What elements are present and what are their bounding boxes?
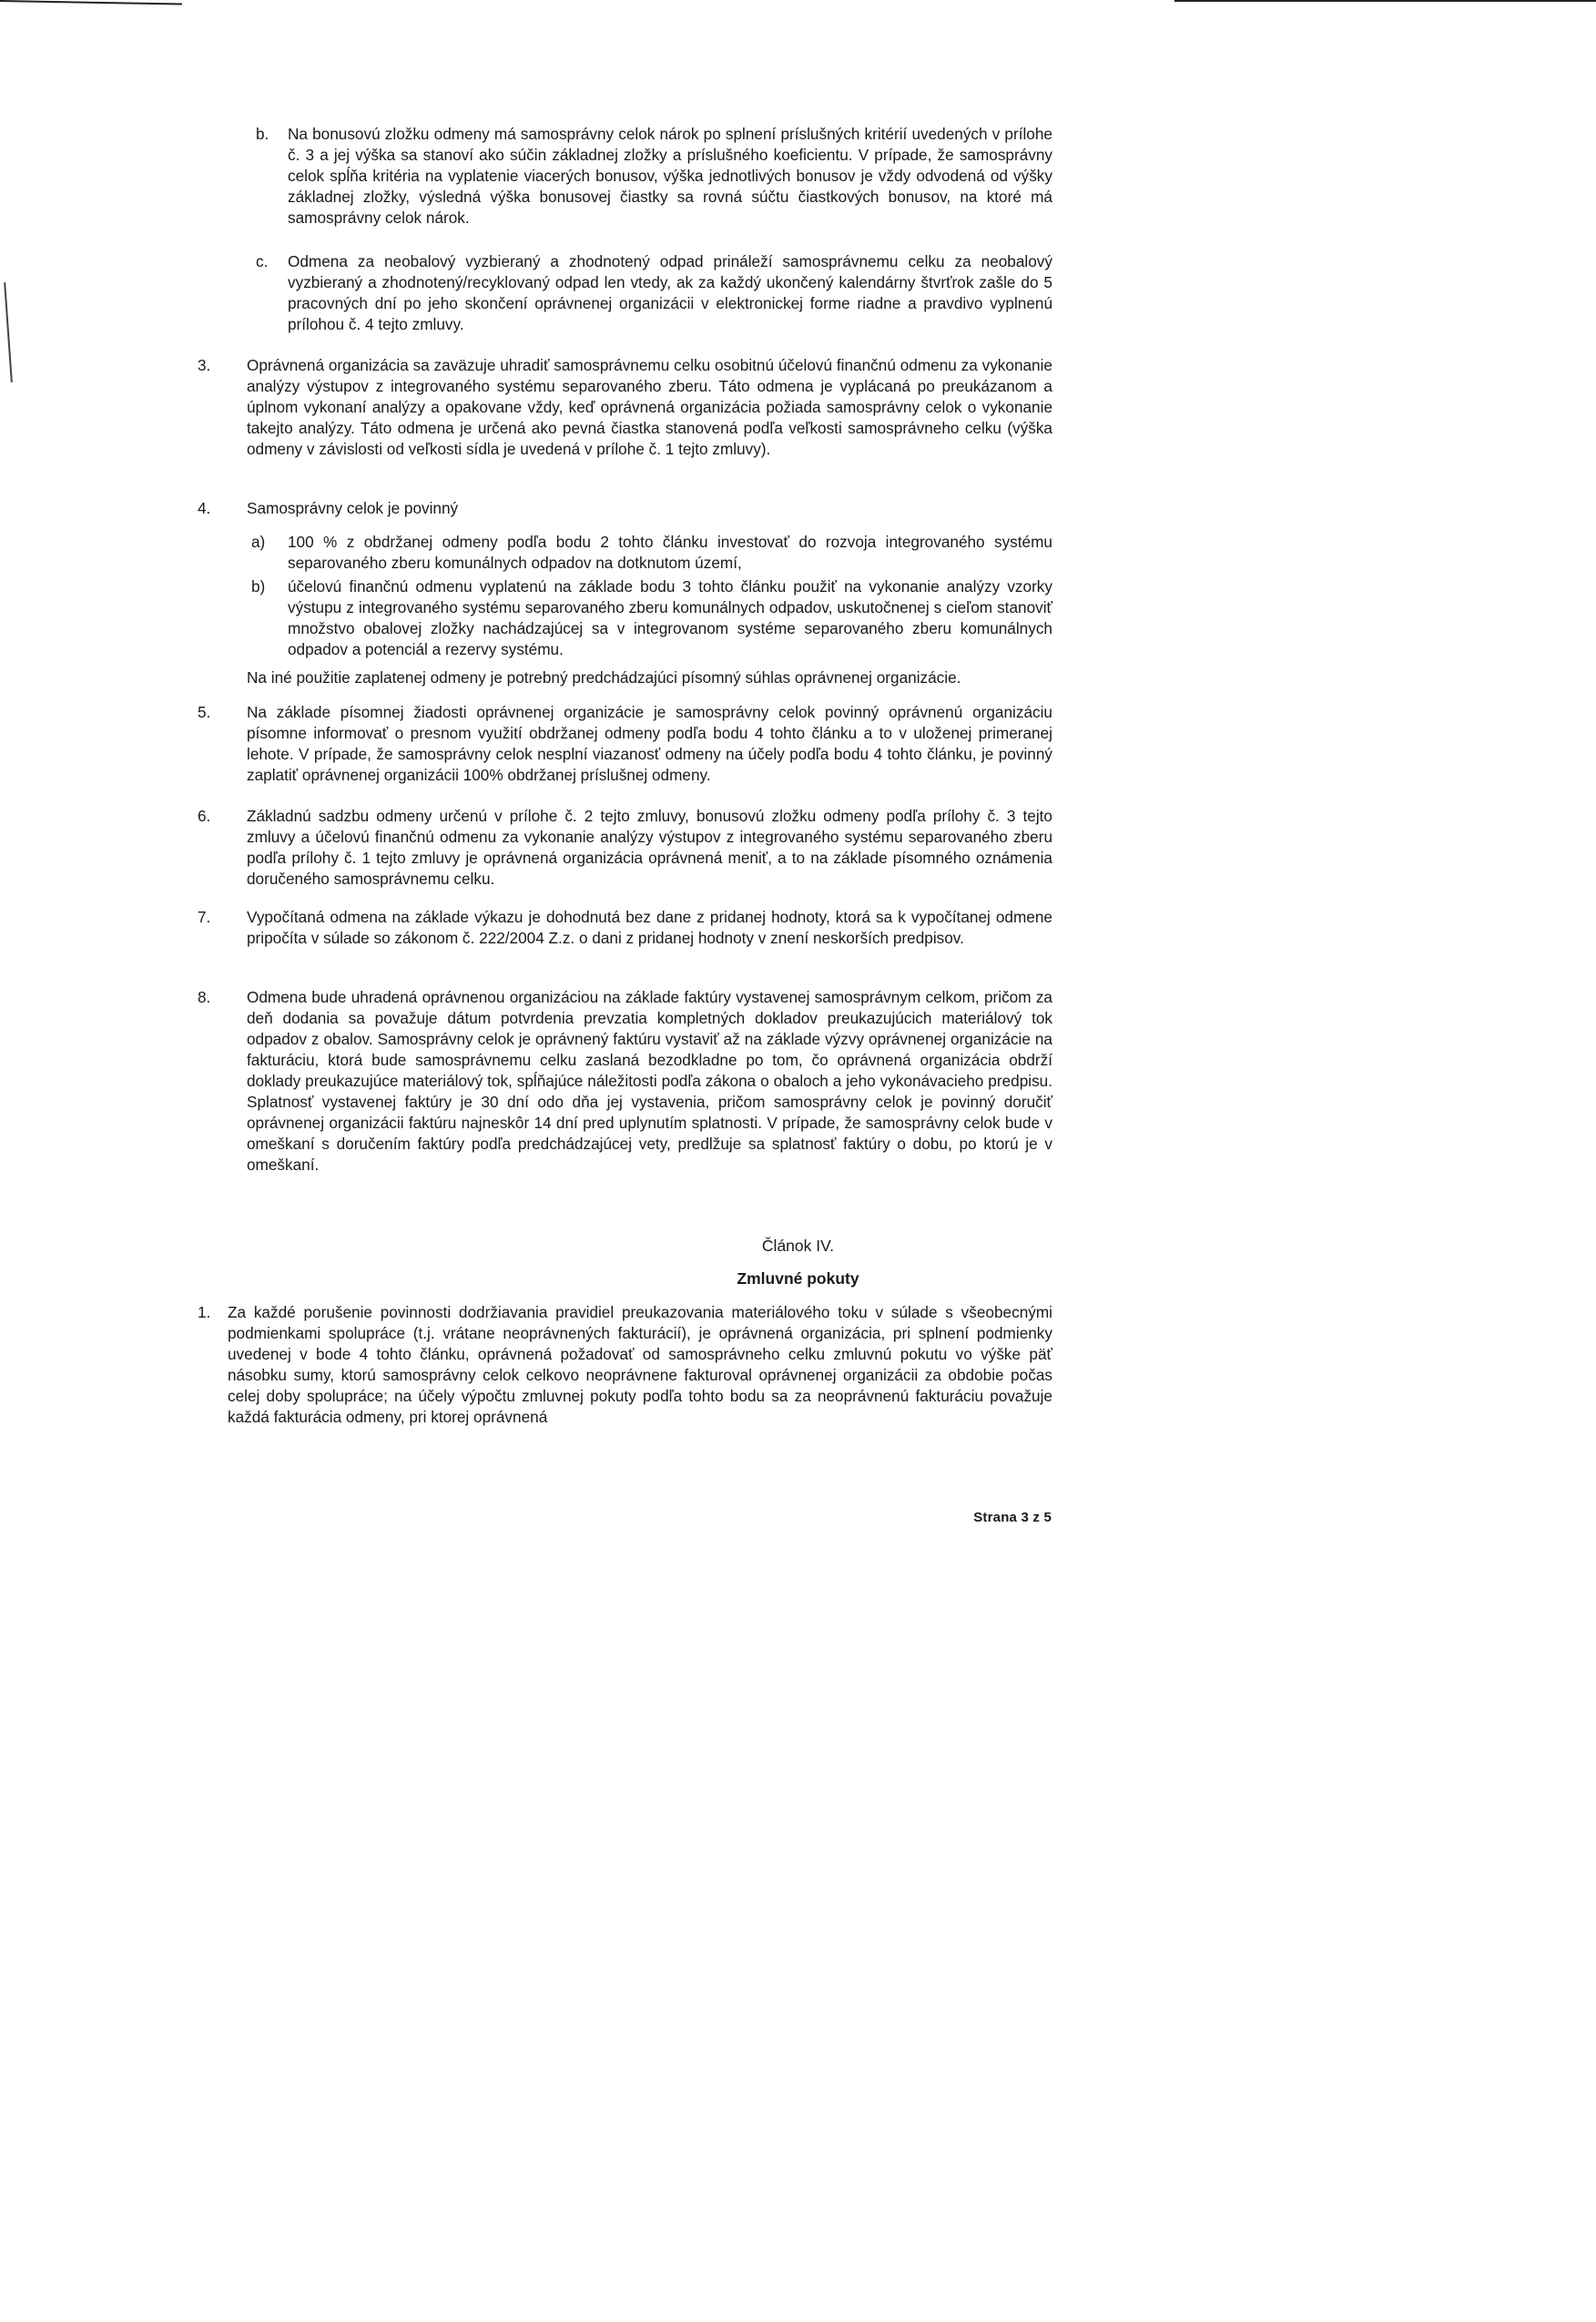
item-6-text: Základnú sadzbu odmeny určenú v prílohe č. 2 tejto zmluvy, bonusovú zložku odmeny podľa prílohy č. 3 tejto zmluvy a účelovú finančnú odmenu za vykonanie analýzy výstupov z integrovaného systému separovaného zberu podľa prílohy č. 1 tejto zmluvy je oprávnená organizácia oprávnená meniť, a to na základe písomného oznámenia doručeného samosprávnemu celku. [247,807,1052,888]
item-4a-text: 100 % z obdržanej odmeny podľa bodu 2 tohto článku investovať do rozvoja integrovaného systému separovaného zberu komunálnych odpadov na dotknutom území, [288,533,1052,572]
scan-edge-mark-left [4,282,13,382]
item-5-text: Na základe písomnej žiadosti oprávnenej organizácie je samosprávny celok povinný oprávnenú organizáciu písomne informovať o presnom využití obdržanej odmeny podľa bodu 4 tohto článku a to v uloženej primeranej lehote. V prípade, že samosprávny celok nesplní viazanosť odmeny na účely podľa bodu 4 tohto článku, je povinný zaplatiť oprávnenej organizácii 100% obdržanej príslušnej odmeny. [247,703,1052,784]
item-4-tail: Na iné použitie zaplatenej odmeny je potrebný predchádzajúci písomný súhlas oprávnenej organizácie. [247,668,961,687]
item-3-text: Oprávnená organizácia sa zaväzuje uhradiť samosprávnemu celku osobitnú účelovú finančnú odmenu za vykonanie analýzy výstupov z integrovaného systému separovaného zberu. Táto odmena je vyplácaná po preukázanom a úplnom vykonaní analýzy a opakovane vždy, keď oprávnená organizácia požiada samosprávny celok o vykonanie takejto analýzy. Táto odmena je určená ako pevná čiastka stanovená podľa veľkosti samosprávneho celku (výška odmeny v závislosti od veľkosti sídla je uvedená v prílohe č. 1 tejto zmluvy). [247,356,1052,458]
item-4a-label: a) [251,533,266,551]
item-7-text: Vypočítaná odmena na základe výkazu je dohodnutá bez dane z pridanej hodnoty, ktorá sa k vypočítanej odmene pripočíta v súlade so zákonom č. 222/2004 Z.z. o dani z pridanej hodnoty v znení neskorších predpisov. [247,908,1052,947]
item-7-label: 7. [198,908,211,926]
item-c-label: c. [256,252,269,270]
article-number: Článok IV. [761,1237,835,1255]
item-3-label: 3. [198,356,211,374]
scan-edge-mark-top-right [1174,0,1596,2]
item-b-label: b. [256,125,269,143]
item-4b-label: b) [251,577,266,596]
scan-edge-mark-top-left [0,0,182,5]
item-b-text: Na bonusovú zložku odmeny má samosprávny celok nárok po splnení príslušných kritérií uvedených v prílohe č. 3 a jej výška sa stanoví ako súčin základnej zložky a príslušného koeficientu. V prípade, že samosprávny celok spĺňa kritéria na vyplatenie viacerých bonusov, výška jednotlivých bonusov je vždy odvodená od výšky základnej zložky, výsledná výška bonusovej čiastky sa rovná súčtu čiastkových bonusov, na ktoré má samosprávny celok nárok. [288,125,1052,227]
item-c-text: Odmena za neobalový vyzbieraný a zhodnotený odpad prináleží samosprávnemu celku za neobalový vyzbieraný a zhodnotený/recyklovaný odpad len vtedy, ak za každý ukončený kalendárny štvrťrok zašle do 5 pracovných dní po jeho skončení oprávnenej organizácii v elektronickej forme riadne a pravdivo vyplnenú prílohou č. 4 tejto zmluvy. [288,252,1052,333]
item-8-text: Odmena bude uhradená oprávnenou organizáciou na základe faktúry vystavenej samosprávnym celkom, pričom za deň dodania sa považuje dátum potvrdenia prevzatia kompletných dokladov preukazujúcich materiálový tok odpadov z obalov. Samosprávny celok je oprávnený faktúru vystaviť až na základe výzvy oprávnenej organizácie na fakturáciu, ktorá bude samosprávnemu celku zaslaná bezodkladne po tom, čo oprávnená organizácia obdrží doklady preukazujúce materiálový tok, spĺňajúce náležitosti podľa zákona o obaloch a jeho vykonávacieho predpisu. Splatnosť vystavenej faktúry je 30 dní odo dňa jej vystavenia, pričom samosprávny celok je povinný doručiť oprávnenej organizácii faktúru najneskôr 14 dní pred uplynutím splatnosti. V prípade, že samosprávny celok bude v omeškaní s doručením faktúry podľa predchádzajúcej vety, predlžuje sa splatnosť faktúry o dobu, po ktorú je v omeškaní. [247,988,1052,1174]
item-8-label: 8. [198,988,211,1006]
item-4-label: 4. [198,499,211,517]
item-4b-text: účelovú finančnú odmenu vyplatenú na základe bodu 3 tohto článku použiť na vykonanie analýzy vzorky výstupu z integrovaného systému separovaného zberu komunálnych odpadov, uskutočnenej s cieľom stanoviť množstvo obalovej zložky nachádzajúcej sa v integrovanom systéme separovaného zberu komunálnych odpadov a potenciál a rezervy systému. [288,577,1052,658]
item-6-label: 6. [198,807,211,825]
item-5-label: 5. [198,703,211,721]
article-title: Zmluvné pokuty [737,1269,859,1288]
penalty-1-label: 1. [198,1303,211,1321]
penalty-1-text: Za každé porušenie povinnosti dodržiavania pravidiel preukazovania materiálového toku v súlade s všeobecnými podmienkami spolupráce (t.j. vrátane neoprávnených fakturácií), je oprávnená organizácia, pri splnení podmienky uvedenej v bode 4 tohto článku, oprávnená požadovať od samosprávneho celku zmluvnú pokutu vo výške päť násobku sumy, ktorú samosprávny celok celkovo neoprávnene fakturoval oprávnenej organizácii za obdobie počas celej doby spolupráce; na účely výpočtu zmluvnej pokuty podľa tohto bodu sa za neoprávnenú fakturáciu považuje každá fakturácia odmeny, pri ktorej oprávnená [228,1303,1052,1426]
item-4-text: Samosprávny celok je povinný [247,499,459,517]
page-number: Strana 3 z 5 [973,1510,1052,1525]
